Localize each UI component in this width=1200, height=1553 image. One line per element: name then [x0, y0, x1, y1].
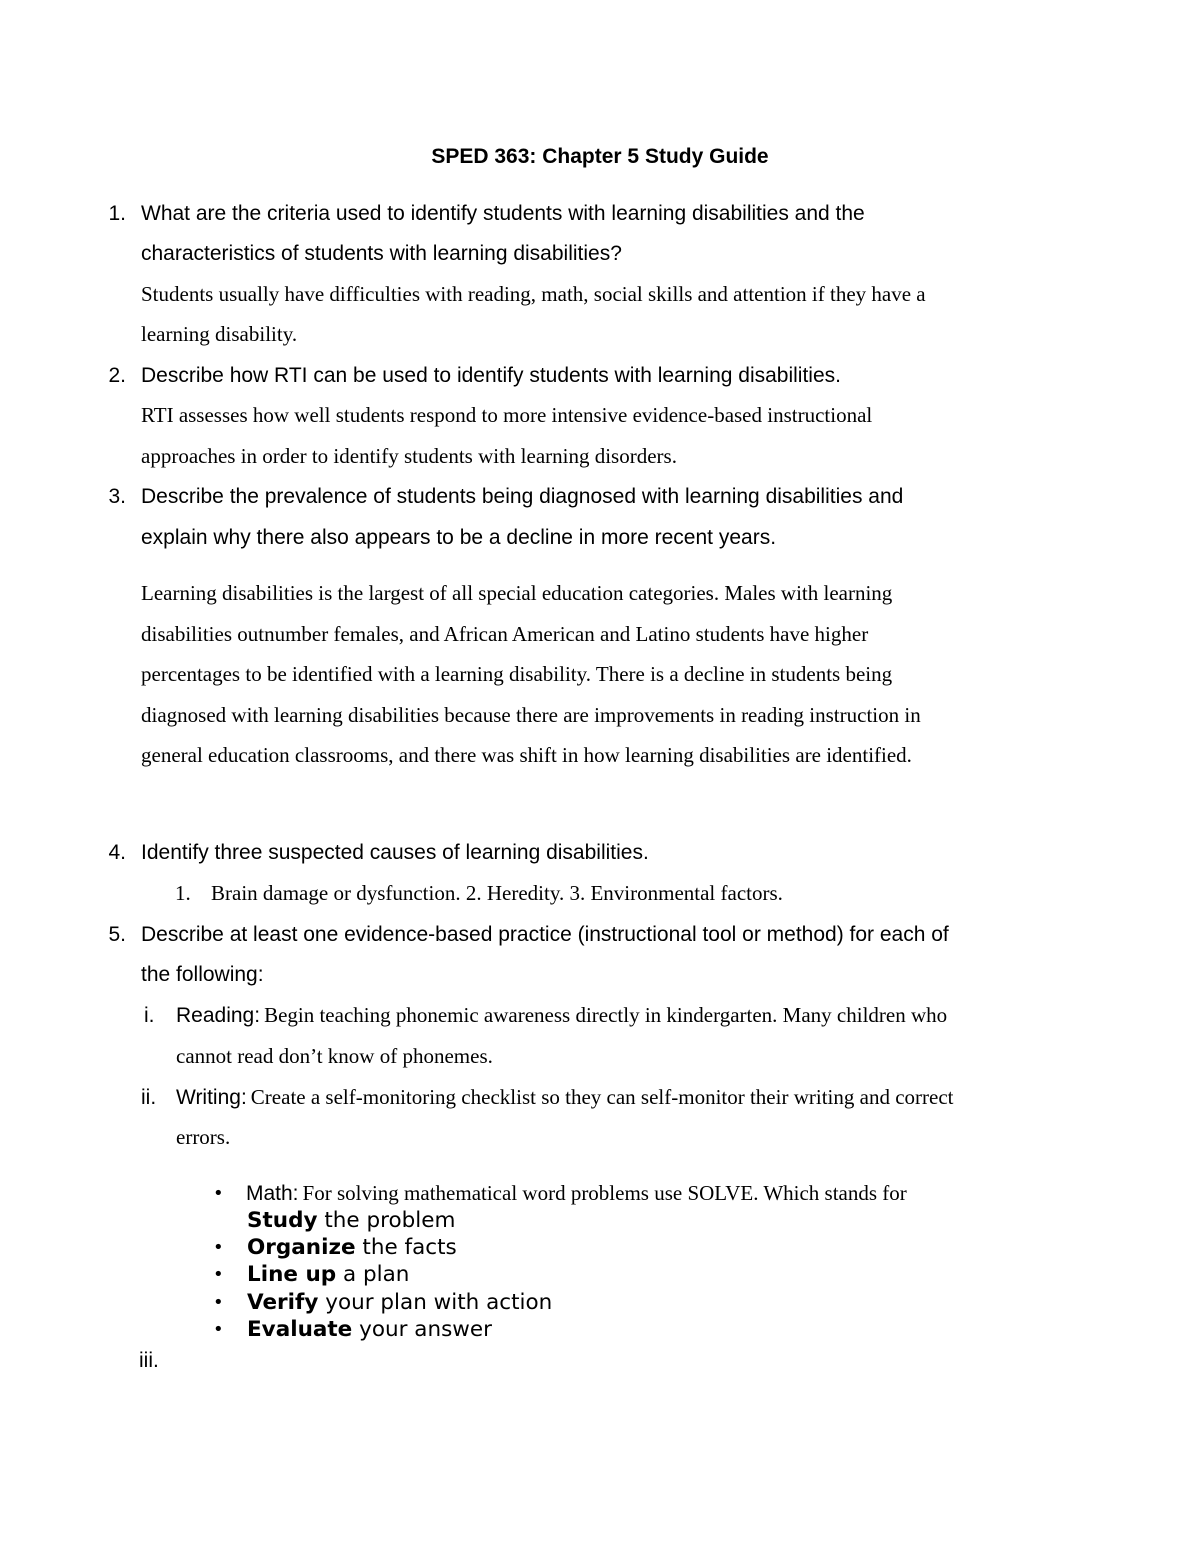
solve-step-evaluate-rest: your answer — [359, 1317, 492, 1342]
solve-step-study-rest: the problem — [324, 1208, 456, 1233]
q1-answer-line2: learning disability. — [141, 322, 298, 346]
q5-item-i-number: i. — [144, 1004, 155, 1027]
solve-step-evaluate — [247, 1319, 492, 1341]
q5-text-line1: Describe at least one evidence-based practice (instructional tool or method) for each of — [141, 923, 949, 946]
solve-step-organize-rest: the facts — [362, 1235, 457, 1260]
q1-number: 1. — [108, 202, 126, 225]
solve-step-study-bold: Study — [247, 1208, 318, 1233]
q5-item-writing — [176, 1087, 953, 1108]
q5-item-math — [246, 1183, 907, 1204]
q5-text-line2: the following: — [141, 963, 264, 986]
bullet-icon: • — [213, 1237, 224, 1258]
solve-step-verify-rest: your plan with action — [325, 1290, 553, 1315]
solve-step-study — [247, 1210, 455, 1232]
q5-item-writing-text-line2: errors. — [176, 1125, 231, 1149]
q5-item-writing-text: Create a self-monitoring checklist so they can self-monitor their writing and correct — [250, 1085, 954, 1109]
q3-number: 3. — [108, 485, 126, 508]
bullet-icon: • — [213, 1183, 224, 1204]
q5-item-reading — [176, 1005, 947, 1026]
solve-step-verify-bold: Verify — [247, 1290, 319, 1315]
bullet-icon: • — [213, 1292, 224, 1313]
q5-item-ii-number: ii. — [141, 1086, 157, 1109]
q3-answer-line3: percentages to be identified with a learning disability. There is a decline in students being — [141, 662, 893, 686]
q4-number: 4. — [108, 841, 126, 864]
q2-answer-line1: RTI assesses how well students respond to more intensive evidence-based instructional — [141, 403, 873, 427]
q5-item-reading-text-line2: cannot read don’t know of phonemes. — [176, 1044, 493, 1068]
solve-step-lineup-bold: Line up — [247, 1262, 337, 1287]
q1-text-line1: What are the criteria used to identify students with learning disabilities and the — [141, 202, 865, 225]
q5-item-math-label: Math: — [246, 1182, 299, 1205]
q3-answer-line4: diagnosed with learning disabilities because there are improvements in reading instruction in — [141, 703, 921, 727]
q4-answer-line1: Brain damage or dysfunction. 2. Heredity. 3. Environmental factors. — [211, 881, 783, 905]
q2-text-line1: Describe how RTI can be used to identify students with learning disabilities. — [141, 364, 841, 387]
q4-text-line1: Identify three suspected causes of learning disabilities. — [141, 841, 649, 864]
q5-item-writing-label: Writing: — [176, 1086, 247, 1109]
solve-step-lineup-rest: a plan — [342, 1262, 410, 1287]
q3-text-line2: explain why there also appears to be a decline in more recent years. — [141, 526, 777, 549]
q1-answer-line1: Students usually have difficulties with reading, math, social skills and attention if they have a — [141, 282, 926, 306]
page-title: SPED 363: Chapter 5 Study Guide — [431, 145, 769, 168]
solve-step-organize — [247, 1237, 457, 1259]
q5-item-iii-number: iii. — [139, 1349, 159, 1372]
q2-number: 2. — [108, 364, 126, 387]
solve-step-lineup — [247, 1264, 409, 1286]
q3-answer-line2: disabilities outnumber females, and African American and Latino students have higher — [141, 622, 869, 646]
q1-text-line2: characteristics of students with learning disabilities? — [141, 242, 622, 265]
q2-answer-line2: approaches in order to identify students with learning disorders. — [141, 444, 677, 468]
bullet-icon: • — [213, 1264, 224, 1285]
q3-text-line1: Describe the prevalence of students being diagnosed with learning disabilities and — [141, 485, 904, 508]
solve-step-organize-bold: Organize — [247, 1235, 356, 1260]
q5-number: 5. — [108, 923, 126, 946]
q5-item-reading-text: Begin teaching phonemic awareness directly in kindergarten. Many children who — [264, 1003, 948, 1027]
solve-step-evaluate-bold: Evaluate — [247, 1317, 353, 1342]
solve-step-verify — [247, 1292, 552, 1314]
q3-answer-line1: Learning disabilities is the largest of all special education categories. Males with learning — [141, 581, 893, 605]
q5-item-reading-label: Reading: — [176, 1004, 261, 1027]
bullet-icon: • — [213, 1319, 224, 1340]
q4-sub-number: 1. — [175, 881, 191, 905]
q5-item-math-text: For solving mathematical word problems use SOLVE. Which stands for — [302, 1181, 907, 1205]
q3-answer-line5: general education classrooms, and there was shift in how learning disabilities are identified. — [141, 743, 912, 767]
